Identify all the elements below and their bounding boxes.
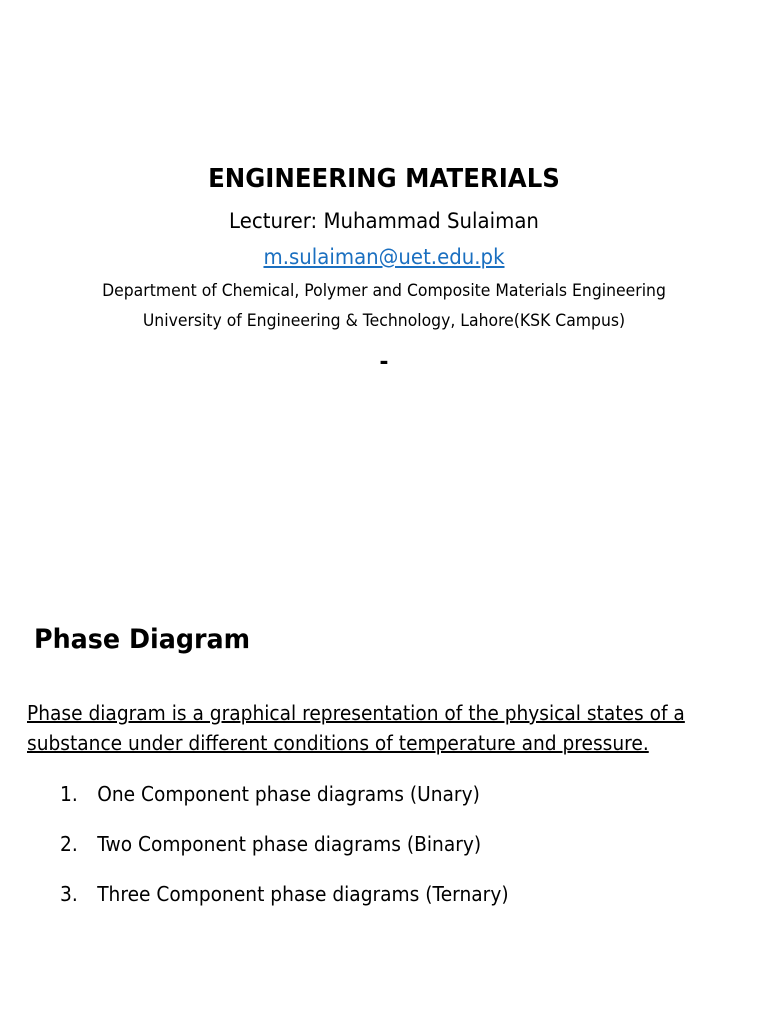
lecturer-name: Lecturer: Muhammad Sulaiman bbox=[229, 209, 539, 233]
list-item-text: Three Component phase diagrams (Ternary) bbox=[97, 882, 509, 906]
dash-separator: - bbox=[379, 350, 389, 375]
phase-diagram-slide bbox=[0, 560, 768, 1024]
lecturer-email-link[interactable]: m.sulaiman@uet.edu.pk bbox=[263, 245, 505, 269]
list-item bbox=[60, 876, 509, 926]
list-item-text: Two Component phase diagrams (Binary) bbox=[97, 832, 482, 856]
slide-heading: Phase Diagram bbox=[34, 624, 251, 655]
list-item-number: 1. bbox=[60, 782, 78, 806]
university-name: University of Engineering & Technology, Lahore(KSK Campus) bbox=[142, 311, 626, 331]
list-item bbox=[60, 776, 509, 826]
list-item-number: 3. bbox=[60, 882, 78, 906]
list-item bbox=[60, 826, 509, 876]
course-title: ENGINEERING MATERIALS bbox=[208, 164, 560, 194]
phase-diagram-types-list bbox=[60, 776, 542, 926]
list-item-text: One Component phase diagrams (Unary) bbox=[97, 782, 480, 806]
list-item-number: 2. bbox=[60, 832, 78, 856]
definition-text: Phase diagram is a graphical representation of the physical states of a substance under different conditions of temperature and pressure. bbox=[27, 701, 685, 755]
department-name: Department of Chemical, Polymer and Composite Materials Engineering bbox=[102, 281, 666, 301]
